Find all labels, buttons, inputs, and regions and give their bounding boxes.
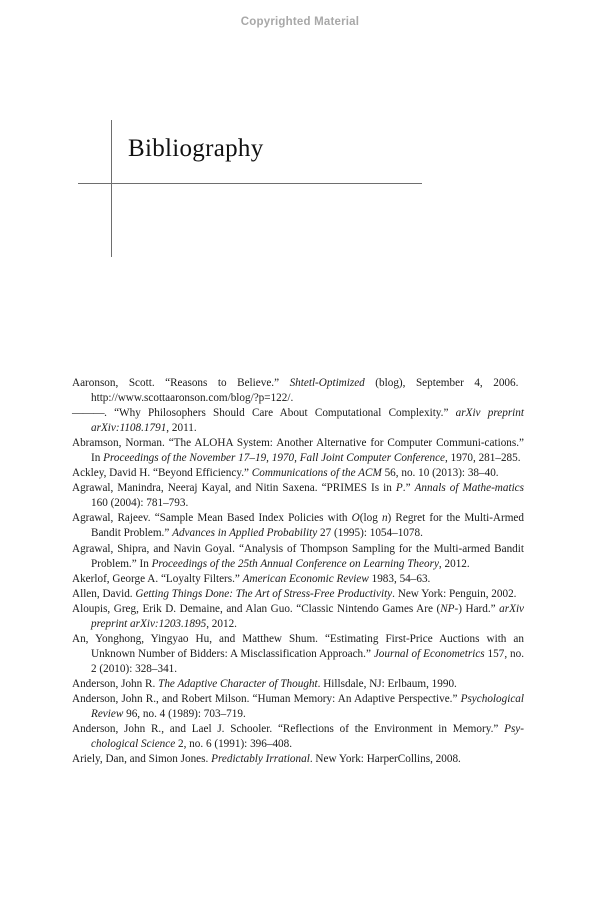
- bibliography-list: [72, 376, 524, 767]
- bibliography-entry: Agrawal, Shipra, and Navin Goyal. “Analysis of Thompson Sampling for the Multi-armed Bandit Problem.” In Proceedings of the 25th Annual Conference on Learning Theory, 2012.: [72, 542, 524, 570]
- bibliography-entry: Ackley, David H. “Beyond Efficiency.” Communications of the ACM 56, no. 10 (2013): 38–40.: [72, 467, 499, 480]
- opener-vertical-rule: [111, 120, 112, 257]
- bibliography-entry: An, Yonghong, Yingyao Hu, and Matthew Shum. “Estimating First-Price Auctions with an Unknown Number of Bidders: A Misclassification Approach.” Journal of Econometrics 157, no. 2 (2010): 328–341.: [72, 632, 524, 675]
- bibliography-entry: Aaronson, Scott. “Reasons to Believe.” Shtetl-Optimized (blog), September 4, 2006. http://www.scottaaronson.com/blog/?p=122/.: [72, 377, 524, 405]
- page-title: Bibliography: [128, 135, 264, 162]
- chapter-opener: [0, 0, 600, 340]
- bibliography-entry: Anderson, John R., and Robert Milson. “Human Memory: An Adaptive Perspective.” Psychological Review 96, no. 4 (1989): 703–719.: [72, 692, 524, 721]
- bibliography-entry: Aloupis, Greg, Erik D. Demaine, and Alan Guo. “Classic Nintendo Games Are (NP-) Hard.” arXiv preprint arXiv:1203.1895, 2012.: [72, 602, 525, 630]
- bibliography-entry: Abramson, Norman. “The ALOHA System: Another Alternative for Computer Communi-cations.” In Proceedings of the November 17–19, 1970, Fall Joint Computer Conference, 1970, 281–285.: [72, 437, 524, 465]
- bibliography-entry: ———. “Why Philosophers Should Care About Computational Complexity.” arXiv preprint arXiv:1108.1791, 2011.: [72, 407, 524, 435]
- bibliography-entry: Anderson, John R. The Adaptive Character of Thought. Hillsdale, NJ: Erlbaum, 1990.: [72, 677, 457, 690]
- copyright-watermark-top: Copyrighted Material: [240, 16, 360, 28]
- bibliography-entry: Agrawal, Manindra, Neeraj Kayal, and Nitin Saxena. “PRIMES Is in P.” Annals of Mathe-matics 160 (2004): 781–793.: [72, 482, 525, 510]
- bibliography-entry: Anderson, John R., and Lael J. Schooler. “Reflections of the Environment in Memory.” Psy-chological Science 2, no. 6 (1991): 396–408.: [72, 723, 524, 751]
- bibliography-entry: Agrawal, Rajeev. “Sample Mean Based Index Policies with O(log n) Regret for the Multi-Armed Bandit Problem.” Advances in Applied Probability 27 (1995): 1054–1078.: [72, 512, 524, 540]
- bibliography-entry: Allen, David. Getting Things Done: The Art of Stress-Free Productivity. New York: Penguin, 2002.: [72, 587, 517, 600]
- bibliography-entry: Akerlof, George A. “Loyalty Filters.” American Economic Review 1983, 54–63.: [72, 572, 431, 585]
- opener-horizontal-rule: [78, 183, 422, 184]
- bibliography-entry: Ariely, Dan, and Simon Jones. Predictably Irrational. New York: HarperCollins, 2008.: [72, 753, 461, 766]
